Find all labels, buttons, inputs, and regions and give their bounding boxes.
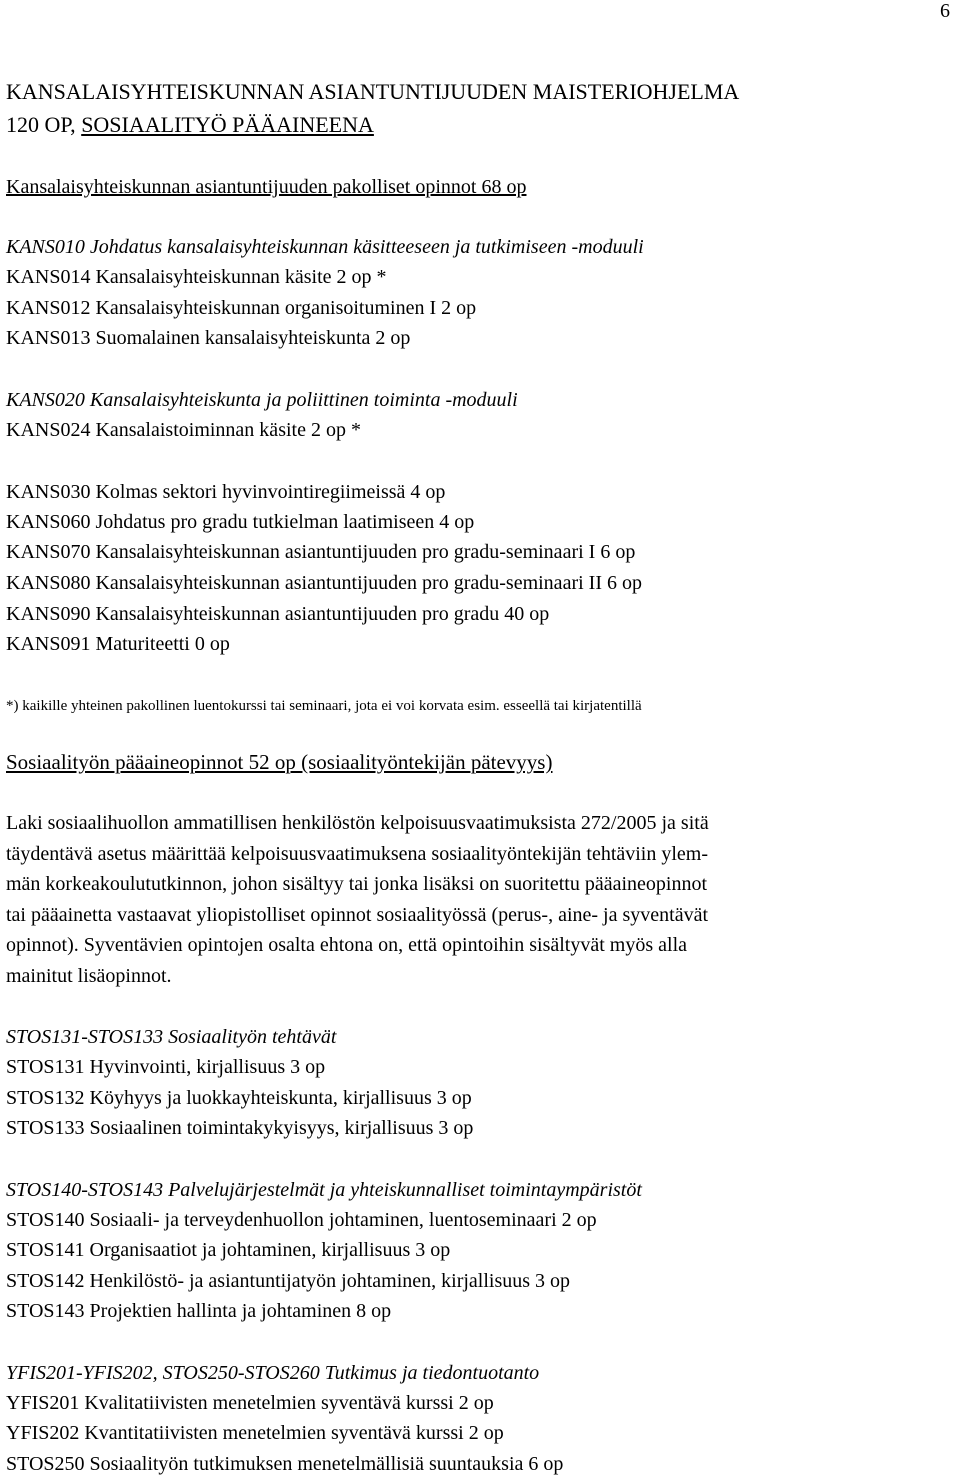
course-line: STOS142 Henkilöstö- ja asiantuntijatyön johtaminen, kirjallisuus 3 op <box>6 1270 571 1292</box>
course-line: STOS140 Sosiaali- ja terveydenhuollon johtaminen, luentoseminaari 2 op <box>6 1209 597 1231</box>
document-title-line-2 <box>6 113 374 137</box>
section-heading-major-studies: Sosiaalityön pääaineopinnot 52 op (sosiaalityöntekijän pätevyys) <box>6 750 553 774</box>
course-line: STOS141 Organisaatiot ja johtaminen, kirjallisuus 3 op <box>6 1239 451 1261</box>
course-line: KANS080 Kansalaisyhteiskunnan asiantuntijuuden pro gradu-seminaari II 6 op <box>6 572 642 594</box>
paragraph-line: mainitut lisäopinnot. <box>6 965 172 987</box>
group-title: STOS131-STOS133 Sosiaalityön tehtävät <box>6 1026 337 1048</box>
title-major: SOSIAALITYÖ PÄÄAINEENA <box>81 112 374 137</box>
document-title-line-1: KANSALAISYHTEISKUNNAN ASIANTUNTIJUUDEN MAISTERIOHJELMA <box>6 79 740 104</box>
course-line: KANS030 Kolmas sektori hyvinvointiregiimeissä 4 op <box>6 481 446 503</box>
paragraph-line: opinnot). Syventävien opintojen osalta ehtona on, että opintoihin sisältyvät myös alla <box>6 934 687 956</box>
group-title: STOS140-STOS143 Palvelujärjestelmät ja yhteiskunnalliset toimintaympäristöt <box>6 1179 642 1201</box>
course-line: KANS024 Kansalaistoiminnan käsite 2 op * <box>6 419 361 441</box>
section-heading-mandatory: Kansalaisyhteiskunnan asiantuntijuuden pakolliset opinnot 68 op <box>6 176 527 198</box>
course-line: STOS131 Hyvinvointi, kirjallisuus 3 op <box>6 1056 326 1078</box>
course-line: YFIS201 Kvalitatiivisten menetelmien syventävä kurssi 2 op <box>6 1392 494 1414</box>
module-title-kans010: KANS010 Johdatus kansalaisyhteiskunnan käsitteeseen ja tutkimiseen -moduuli <box>6 236 644 258</box>
module-title-kans020: KANS020 Kansalaisyhteiskunta ja poliittinen toiminta -moduuli <box>6 389 518 411</box>
course-line: STOS143 Projektien hallinta ja johtaminen 8 op <box>6 1300 392 1322</box>
course-line: KANS090 Kansalaisyhteiskunnan asiantuntijuuden pro gradu 40 op <box>6 603 550 625</box>
course-line: KANS012 Kansalaisyhteiskunnan organisoituminen I 2 op <box>6 297 477 319</box>
footnote: *) kaikille yhteinen pakollinen luentokurssi tai seminaari, jota ei voi korvata esim. esseellä tai kirjatentillä <box>6 698 642 714</box>
page-number: 6 <box>940 0 950 22</box>
course-line: KANS013 Suomalainen kansalaisyhteiskunta 2 op <box>6 327 411 349</box>
course-line: KANS060 Johdatus pro gradu tutkielman laatimiseen 4 op <box>6 511 475 533</box>
paragraph-line: tai pääainetta vastaavat yliopistolliset opinnot sosiaalityössä (perus-, aine- ja syventävät <box>6 904 709 926</box>
course-line: KANS091 Maturiteetti 0 op <box>6 633 230 655</box>
paragraph-line: män korkeakoulututkinnon, johon sisältyy tai jonka lisäksi on suoritettu pääaineopinnot <box>6 873 708 895</box>
paragraph-line: täydentävä asetus määrittää kelpoisuusvaatimuksena sosiaalityöntekijän tehtäviin ylem- <box>6 843 709 865</box>
course-line: KANS014 Kansalaisyhteiskunnan käsite 2 op * <box>6 266 387 288</box>
course-line: YFIS202 Kvantitatiivisten menetelmien syventävä kurssi 2 op <box>6 1422 504 1444</box>
paragraph-line: Laki sosiaalihuollon ammatillisen henkilöstön kelpoisuusvaatimuksista 272/2005 ja sitä <box>6 812 709 834</box>
group-title: YFIS201-YFIS202, STOS250-STOS260 Tutkimus ja tiedontuotanto <box>6 1362 540 1384</box>
course-line: STOS132 Köyhyys ja luokkayhteiskunta, kirjallisuus 3 op <box>6 1087 472 1109</box>
title-credits: 120 OP, <box>6 112 82 137</box>
course-line: STOS250 Sosiaalityön tutkimuksen menetelmällisiä suuntauksia 6 op <box>6 1453 564 1475</box>
course-line: STOS133 Sosiaalinen toimintakykyisyys, kirjallisuus 3 op <box>6 1117 474 1139</box>
course-line: KANS070 Kansalaisyhteiskunnan asiantuntijuuden pro gradu-seminaari I 6 op <box>6 541 636 563</box>
